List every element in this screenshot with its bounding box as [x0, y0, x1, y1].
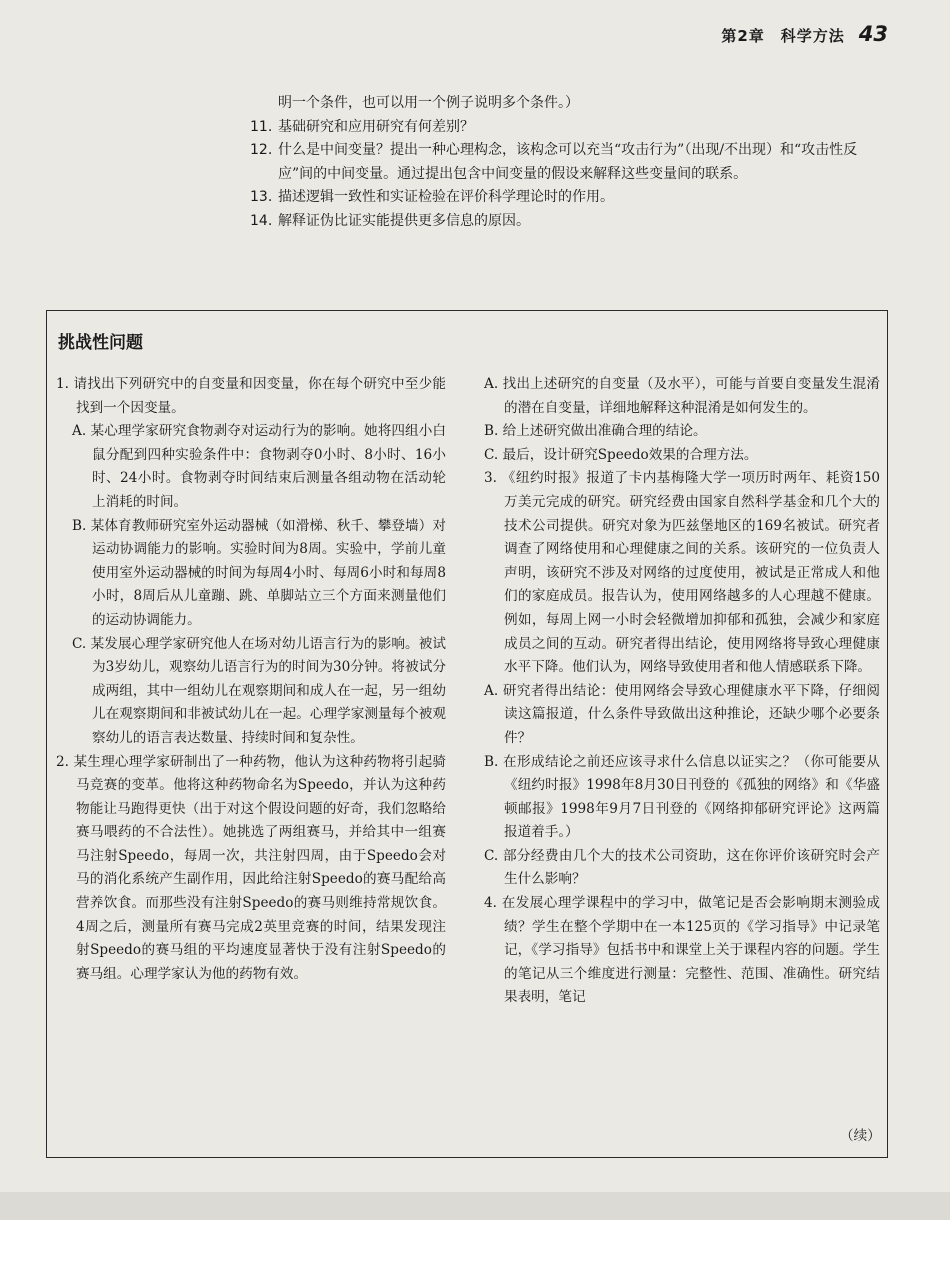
left-column	[56, 373, 446, 986]
list-item	[250, 116, 892, 140]
challenge-question-2a: A. 找出上述研究的自变量（及水平），可能与首要自变量发生混淆的潜在自变量，详细地解释这种混淆是如何发生的。	[484, 376, 880, 416]
challenge-question-1: 1. 请找出下列研究中的自变量和因变量，你在每个研究中至少能找到一个因变量。	[56, 376, 446, 416]
question-continuation: 明一个条件，也可以用一个例子说明多个条件。）	[278, 95, 579, 111]
running-header	[721, 22, 888, 46]
list-item	[250, 139, 892, 186]
question-number: 11.	[250, 118, 273, 135]
challenge-question-3c: C. 部分经费由几个大的技术公司资助，这在你评价该研究时会产生什么影响？	[484, 847, 880, 888]
challenge-question-1b: B. 某体育教师研究室外运动器械（如滑梯、秋千、攀登墙）对运动协调能力的影响。实验时间为8周。实验中，学前儿童使用室外运动器械的时间为每周4小时、每周6小时和每周8小时，8周后从儿童蹦、跳、单脚站立三个方面来测量他们的运动协调能力。	[72, 517, 446, 628]
question-number: 14.	[250, 212, 273, 229]
page-number: 43	[858, 22, 888, 46]
challenge-question-4: 4. 在发展心理学课程中的学习中，做笔记是否会影响期末测验成绩？学生在整个学期中在一本125页的《学习指导》中记录笔记，《学习指导》包括书中和课堂上关于课程内容的问题。学生的笔记从三个维度进行测量：完整性、范围、准确性。研究结果表明，笔记	[484, 895, 880, 1006]
question-text: 什么是中间变量？提出一种心理构念，该构念可以充当“攻击行为”（出现/不出现）和“攻击性反应”间的中间变量。通过提出包含中间变量的假设来解释这些变量间的联系。	[278, 142, 858, 182]
question-text: 基础研究和应用研究有何差别？	[278, 118, 474, 135]
challenge-question-1c: C. 某发展心理学家研究他人在场对幼儿语言行为的影响。被试为3岁幼儿，观察幼儿语言行为的时间为30分钟。将被试分成两组，其中一组幼儿在观察期间和成人在一起，另一组幼儿在观察期间和非被试幼儿在一起。心理学家测量每个被观察幼儿的语言表达数量、持续时间和复杂性。	[72, 635, 446, 746]
right-column	[484, 373, 880, 1010]
question-number: 12.	[250, 142, 273, 158]
challenge-question-2c: C. 最后，设计研究Speedo效果的合理方法。	[484, 446, 758, 463]
question-number: 13.	[250, 189, 273, 205]
challenge-question-1a: A. 某心理学家研究食物剥夺对运动行为的影响。她将四组小白鼠分配到四种实验条件中：食物剥夺0小时、8小时、16小时、24小时。食物剥夺时间结束后测量各组动物在活动轮上消耗的时间。	[72, 423, 446, 510]
challenge-question-2b: B. 给上述研究做出准确合理的结论。	[484, 423, 707, 440]
challenge-question-2: 2. 某生理心理学家研制出了一种药物，他认为这种药物将引起骑马竞赛的变革。他将这种药物命名为Speedo，并认为这种药物能让马跑得更快（出于对这个假设问题的好奇，我们忽略给赛马喂药的不合法性）。她挑选了两组赛马，并给其中一组赛马注射Speedo，每周一次，共注射四周，由于Speedo会对马的消化系统产生副作用，因此给注射Speedo的赛马配给高营养饮食。而那些没有注射Speedo的赛马则维持常规饮食。4周之后，测量所有赛马完成2英里竞赛的时间，结果发现注射Speedo的赛马组的平均速度显著快于没有注射Speedo的赛马组。心理学家认为他的药物有效。	[56, 753, 446, 982]
list-item	[250, 186, 892, 210]
chapter-title: 第2章 科学方法	[721, 27, 845, 45]
challenge-question-3b: B. 在形成结论之前还应该寻求什么信息以证实之？（你可能要从《纽约时报》1998年8月30日刊登的《孤独的网络》和《华盛顿邮报》1998年9月7日刊登的《网络抑郁研究评论》这两篇报道着手。）	[484, 753, 880, 841]
challenge-question-3: 3. 《纽约时报》报道了卡内基梅隆大学一项历时两年、耗资150万美元完成的研究。研究经费由国家自然科学基金和几个大的技术公司提供。研究对象为匹兹堡地区的169名被试。研究者调查了网络使用和心理健康之间的关系。该研究的一位负责人声明，该研究不涉及对网络的过度使用，被试是正常成人和他们的家庭成员。报告认为，使用网络越多的人心理越不健康。例如，每周上网一小时会轻微增加抑郁和孤独，会减少和家庭成员之间的互动。研究者得出结论，使用网络将导致心理健康水平下降。他们认为，网络导致使用者和他人情感联系下降。	[484, 470, 880, 676]
list-item	[250, 210, 892, 234]
continued-note: （续）	[840, 1128, 881, 1144]
scan-edge	[0, 1192, 950, 1220]
review-questions	[250, 92, 892, 233]
challenge-question-3a: A. 研究者得出结论：使用网络会导致心理健康水平下降，仔细阅读这篇报道，什么条件导致做出这种推论，还缺少哪个必要条件？	[484, 682, 880, 746]
challenge-title: 挑战性问题	[58, 333, 143, 353]
question-text: 描述逻辑一致性和实证检验在评价科学理论时的作用。	[278, 189, 614, 205]
question-text: 解释证伪比证实能提供更多信息的原因。	[278, 212, 530, 229]
